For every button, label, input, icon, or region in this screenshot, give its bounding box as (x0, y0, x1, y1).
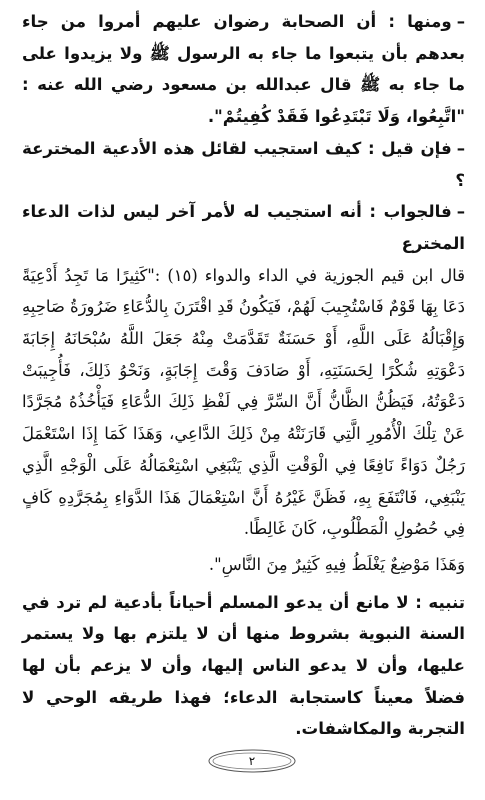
paragraph-quote-ending: وَهَذَا مَوْضِعٌ يَغْلَطُ فِيهِ كَثِيرٌ مِنَ النَّاسِ". (208, 554, 465, 574)
bullet-dash: – (456, 138, 465, 158)
paragraph-text: فالجواب : أنه استجيب له لأمر آخر ليس لذات الدعاء المخترع (22, 202, 465, 253)
bullet-dash: – (456, 12, 465, 31)
page-number: ٢ (248, 754, 256, 768)
paragraph-note: تنبيه : لا مانع أن يدعو المسلم أحياناً بأدعية لم ترد في السنة النبوية بشروط منها أن لا يلتزم بها ولا يستمر عليها، وأن لا يدعو الناس إليها، وأن لا يزعم بأن لها فضلاً معيناً كاستجابة الدعاء؛ فهذا طريقه الوحي لا التجربة والمكاشفات. (22, 592, 465, 739)
paragraph-answer (22, 196, 465, 259)
bullet-dash: – (456, 202, 465, 222)
paragraph-companions (22, 6, 465, 133)
paragraph-question (22, 133, 465, 196)
paragraph-ibn-qayyim-quote: قال ابن قيم الجوزية في الداء والدواء (١٥) :"كَثِيرًا مَا تَجِدُ أَدْعِيَةً دَعَا بِهَا قَوْمٌ فَاسْتُجِيبَ لَهُمْ، فَيَكُونُ قَدِ اقْتَرَنَ بِالدُّعَاءِ ضَرُورَةُ صَاحِبِهِ وَإِقْبَالُهُ عَلَى اللَّهِ، أَوْ حَسَنَةٌ تَقَدَّمَتْ مِنْهُ جَعَلَ اللَّهُ سُبْحَانَهُ إِجَابَةَ دَعْوَتِهِ شُكْرًا لِحَسَنَتِهِ، أَوْ صَادَفَ وَقْتَ إِجَابَةٍ، وَنَحْوُ ذَلِكَ، فَأُجِيبَتْ دَعْوَتُهُ، فَيَظُنُّ الظَّانُّ أَنَّ السِّرَّ فِي لَفْظِ ذَلِكَ الدُّعَاءِ فَيَأْخُذُهُ مُجَرَّدًا عَنْ تِلْكَ الْأُمُورِ الَّتِي قَارَنَتْهُ مِنْ ذَلِكَ الدَّاعِي، وَهَذَا كَمَا إِذَا اسْتَعْمَلَ رَجُلٌ دَوَاءً نَافِعًا فِي الْوَقْتِ الَّذِي يَنْبَغِي اسْتِعْمَالُهُ عَلَى الْوَجْهِ الَّذِي يَنْبَغِي، فَانْتَفَعَ بِهِ، فَظَنَّ غَيْرُهُ أَنَّ اسْتِعْمَالَ هَذَا الدَّوَاءِ بِمُجَرَّدِهِ كَافٍ فِي حُصُولِ الْمَطْلُوبِ، كَانَ غَالِطًا. (22, 265, 465, 539)
paragraph-text: فإن قيل : كيف استجيب لقائل هذه الأدعية المخترعة ؟ (22, 138, 465, 190)
paragraph-text: ومنها : أن الصحابة رضوان عليهم أمروا من جاء بعدهم بأن يتبعوا ما جاء به الرسول ﷺ ولا يزيدوا على ما جاء به ﷺ قال عبدالله بن مسعود رضي الله عنه : "اتَّبِعُوا، وَلَا تَبْتَدِعُوا فَقَدْ كُفِيتُمْ". (22, 12, 465, 127)
